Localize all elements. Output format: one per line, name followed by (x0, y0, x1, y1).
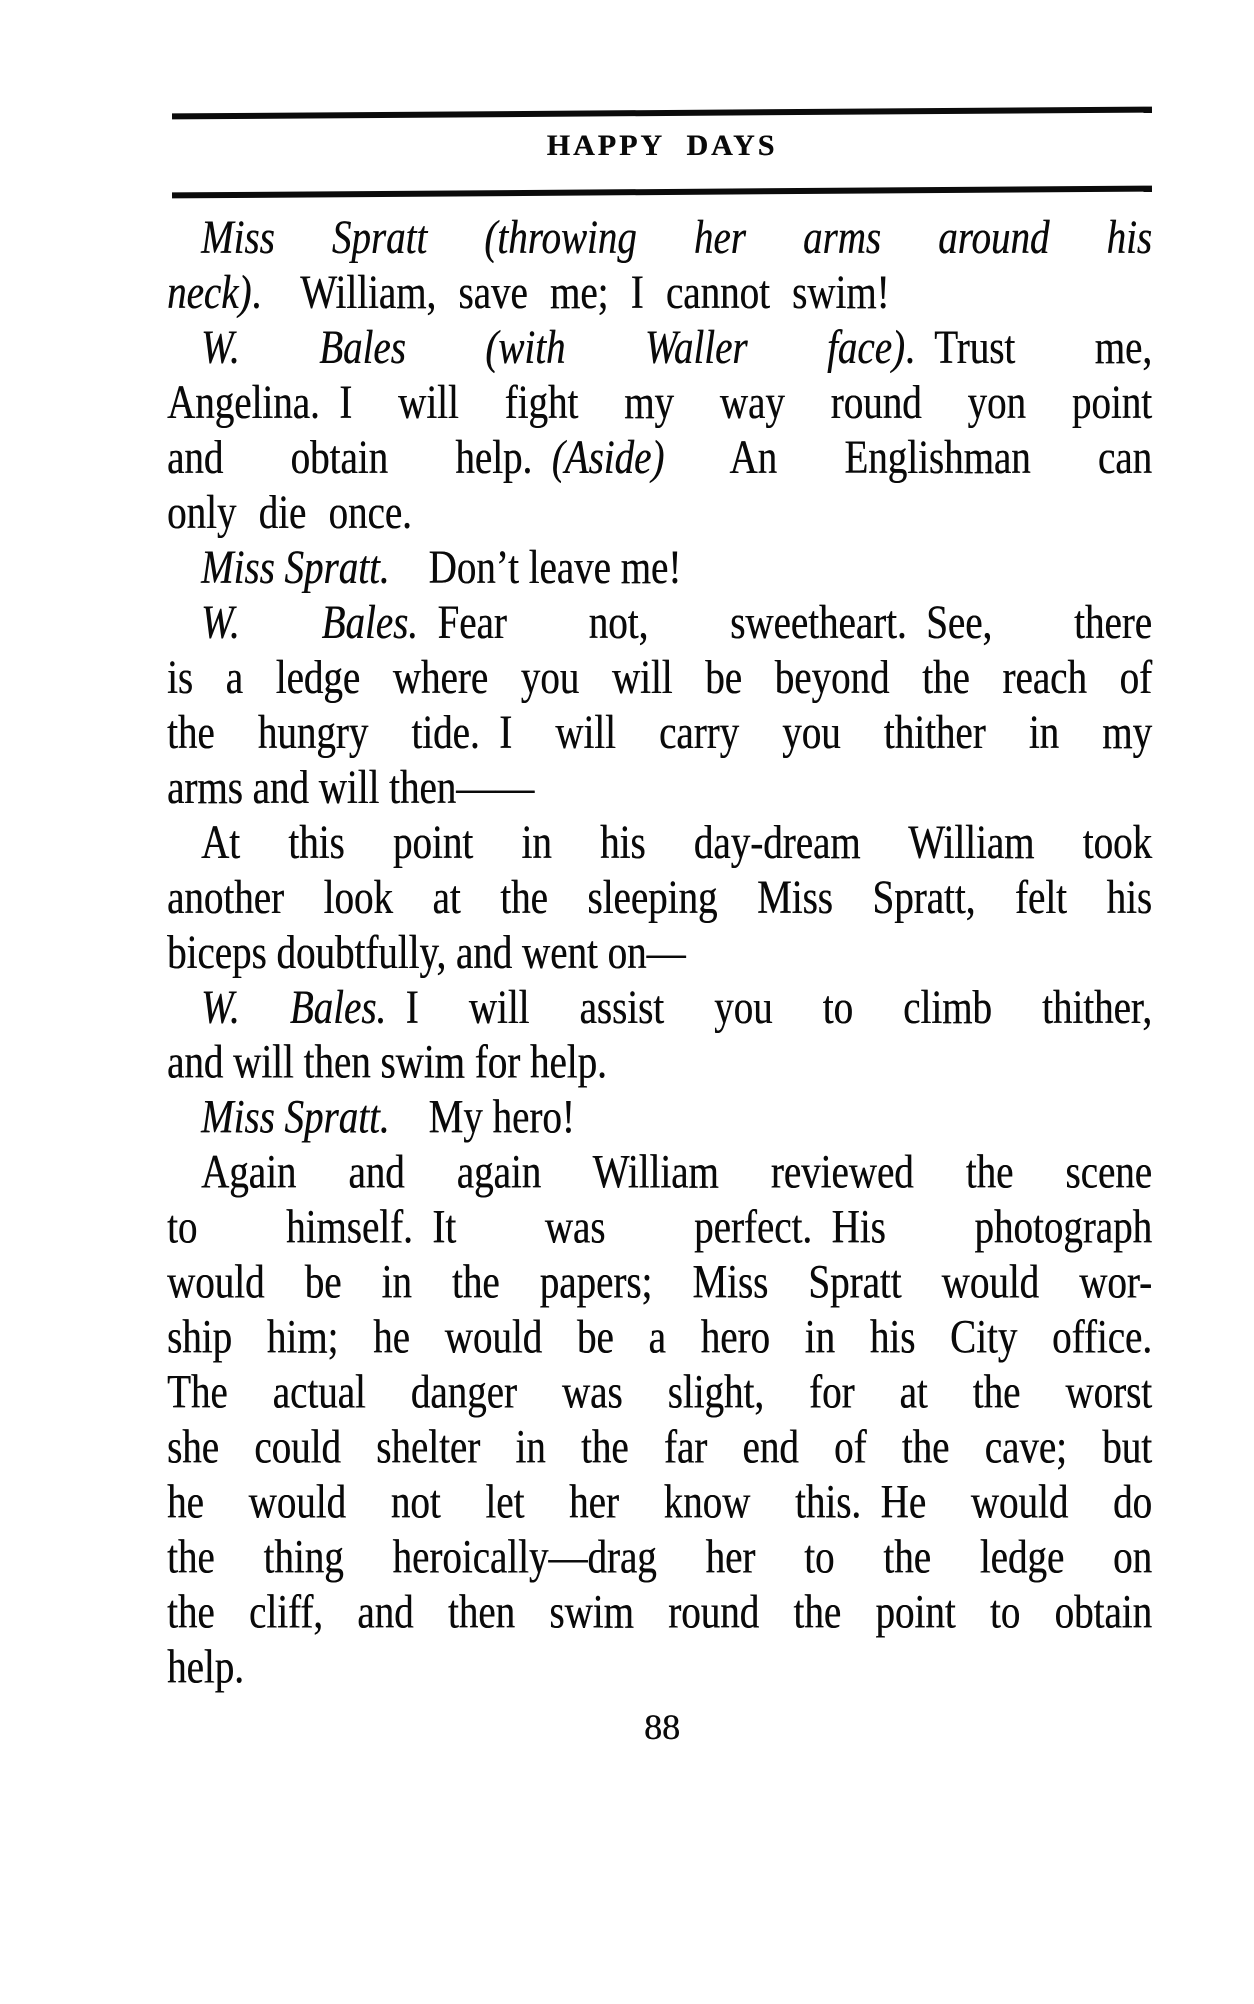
text-run: The actual danger was slight, for at the worst (167, 1366, 1152, 1419)
text-column (167, 210, 1152, 1695)
text-run: Fear not, sweetheart. See, there (417, 596, 1152, 649)
text-run: and will then swim for help. (167, 1036, 607, 1089)
text-run: My hero! (389, 1091, 575, 1144)
header-rule-bottom (172, 186, 1152, 199)
text-run: the thing heroically—drag her to the ledge on (167, 1531, 1152, 1584)
text-run: to himself. It was perfect. His photograph (167, 1201, 1152, 1254)
text-run: Angelina. I will fight my way round yon point (167, 376, 1152, 429)
page-number: 88 (644, 1707, 680, 1747)
text-run: ship him; he would be a hero in his City office. (167, 1311, 1152, 1364)
text-run: help. (167, 1641, 244, 1694)
text-run: the hungry tide. I will carry you thither in my (167, 706, 1152, 759)
text-run: is a ledge where you will be beyond the reach of (167, 651, 1152, 704)
text-run: biceps doubtfully, and went on— (167, 926, 686, 979)
text-run: (Aside) (551, 431, 665, 484)
text-run: another look at the sleeping Miss Spratt, felt his (167, 871, 1152, 924)
text-run: W. Bales. (201, 981, 387, 1034)
text-run: At this point in his day-dream William took (201, 816, 1152, 869)
text-run: W. Bales (with Waller face) (201, 321, 905, 374)
text-run: only die once. (167, 486, 412, 539)
text-run: Miss Spratt. (201, 541, 390, 594)
text-run: he would not let her know this. He would do (167, 1476, 1152, 1529)
text-run: . William, save me; I cannot swim! (251, 266, 890, 319)
text-run: I will assist you to climb thither, (386, 981, 1152, 1034)
running-header-title: HAPPY DAYS (546, 129, 778, 162)
text-run: Don’t leave me! (389, 541, 682, 594)
text-run: she could shelter in the far end of the cave; but (167, 1421, 1152, 1474)
text-run: arms and will then—— (167, 761, 535, 814)
text-run: Miss Spratt. (201, 1091, 390, 1144)
header-rule-top (172, 107, 1152, 120)
text-run: An Englishman can (664, 431, 1153, 484)
text-run: Again and again William reviewed the scene (201, 1146, 1152, 1199)
text-run: Miss Spratt (throwing her arms around his (201, 211, 1152, 264)
text-run: the cliff, and then swim round the point to obtain (167, 1586, 1152, 1639)
text-run: . Trust me, (904, 321, 1153, 374)
text-run: neck) (167, 266, 252, 319)
text-line (167, 1634, 1152, 1701)
text-run: would be in the papers; Miss Spratt would wor- (167, 1256, 1152, 1309)
text-run: and obtain help. (167, 431, 552, 484)
text-run: W. Bales. (201, 596, 418, 649)
